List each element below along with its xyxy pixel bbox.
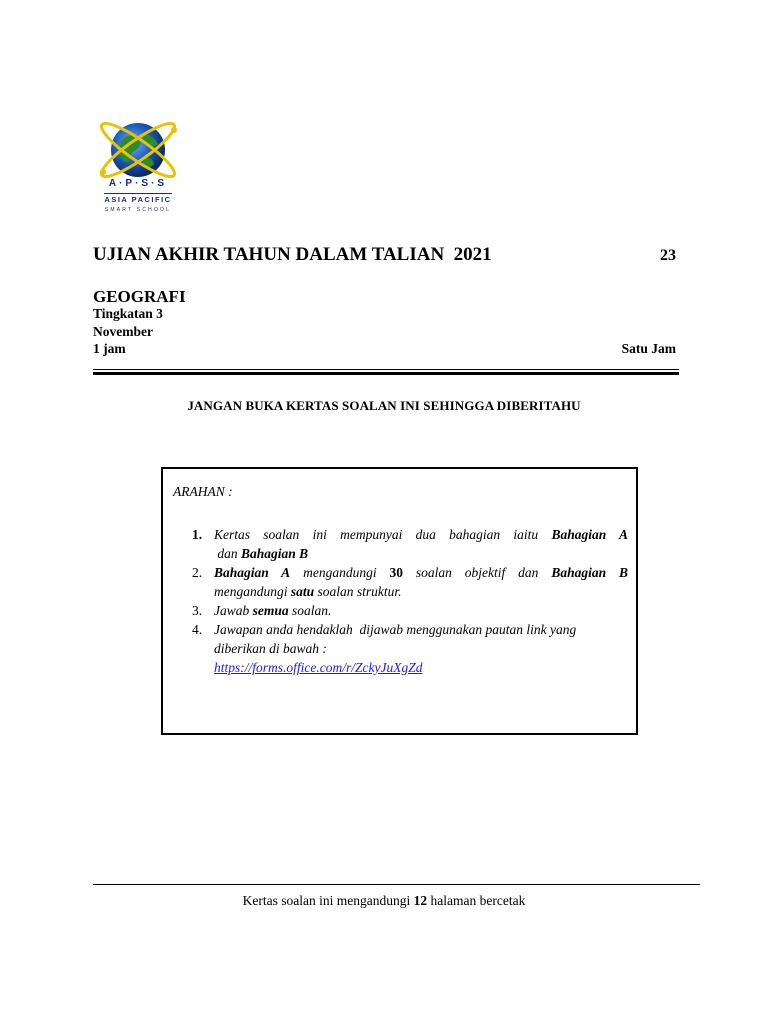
page-count-note <box>0 893 768 909</box>
instruction-item <box>187 601 628 620</box>
answer-form-link[interactable]: https://forms.office.com/r/ZckyJuXgZd <box>214 660 423 675</box>
footer-text: Kertas soalan ini mengandungi <box>242 893 414 908</box>
footer-divider <box>93 884 700 885</box>
school-logo-text <box>88 178 188 214</box>
instruction-bold: satu <box>290 584 315 599</box>
header-divider-thin <box>93 369 679 370</box>
header-divider-thick <box>93 372 679 375</box>
instruction-item <box>187 563 628 601</box>
instruction-text: soalan. <box>288 603 332 618</box>
instruction-number: 2. <box>192 565 203 580</box>
instruction-number: 3. <box>192 603 203 618</box>
exam-code: 23 <box>660 247 676 264</box>
instruction-bold: Bahagian B <box>551 565 629 580</box>
exam-title: UJIAN AKHIR TAHUN DALAM TALIAN 2021 <box>93 244 492 265</box>
instruction-text: Kertas soalan ini mempunyai dua bahagian iaitu <box>214 527 552 542</box>
warning-notice: JANGAN BUKA KERTAS SOALAN INI SEHINGGA DIBERITAHU <box>187 398 581 413</box>
instructions-box <box>161 467 638 735</box>
instruction-bold: semua <box>252 603 289 618</box>
instruction-bold: Bahagian B <box>241 546 309 561</box>
footer-text: halaman bercetak <box>427 893 526 908</box>
page-count: 12 <box>413 893 428 908</box>
logo-abbreviation: A·P·S·S <box>108 178 168 189</box>
duration-short: 1 jam <box>93 341 126 356</box>
instruction-text: soalan objektif dan <box>402 565 552 580</box>
instruction-text: Jawab <box>214 603 253 618</box>
instruction-item <box>187 620 628 677</box>
instruction-bold: 30 <box>389 565 403 580</box>
instruction-text: dan <box>214 546 241 561</box>
instructions-list <box>187 525 628 677</box>
instruction-bold: Bahagian A <box>551 527 629 542</box>
instruction-bold: Bahagian A <box>214 565 291 580</box>
instruction-text: mengandungi <box>290 565 390 580</box>
form-level: Tingkatan 3 <box>93 306 163 321</box>
subject-title: GEOGRAFI <box>93 287 186 306</box>
logo-name-line1: ASIA PACIFIC <box>104 195 172 204</box>
duration-words: Satu Jam <box>621 341 676 356</box>
instruction-text: Jawapan anda hendaklah dijawab menggunakan pautan link yang diberikan di bawah : <box>214 622 580 656</box>
instruction-item <box>187 525 628 563</box>
instructions-heading: ARAHAN : <box>173 484 233 499</box>
logo-name-line2: SMART SCHOOL <box>104 207 172 213</box>
exam-month: November <box>93 324 153 339</box>
instruction-number: 1. <box>192 527 203 542</box>
instruction-number: 4. <box>192 622 203 637</box>
instruction-text: mengandungi <box>214 584 291 599</box>
instruction-text: soalan struktur. <box>314 584 402 599</box>
